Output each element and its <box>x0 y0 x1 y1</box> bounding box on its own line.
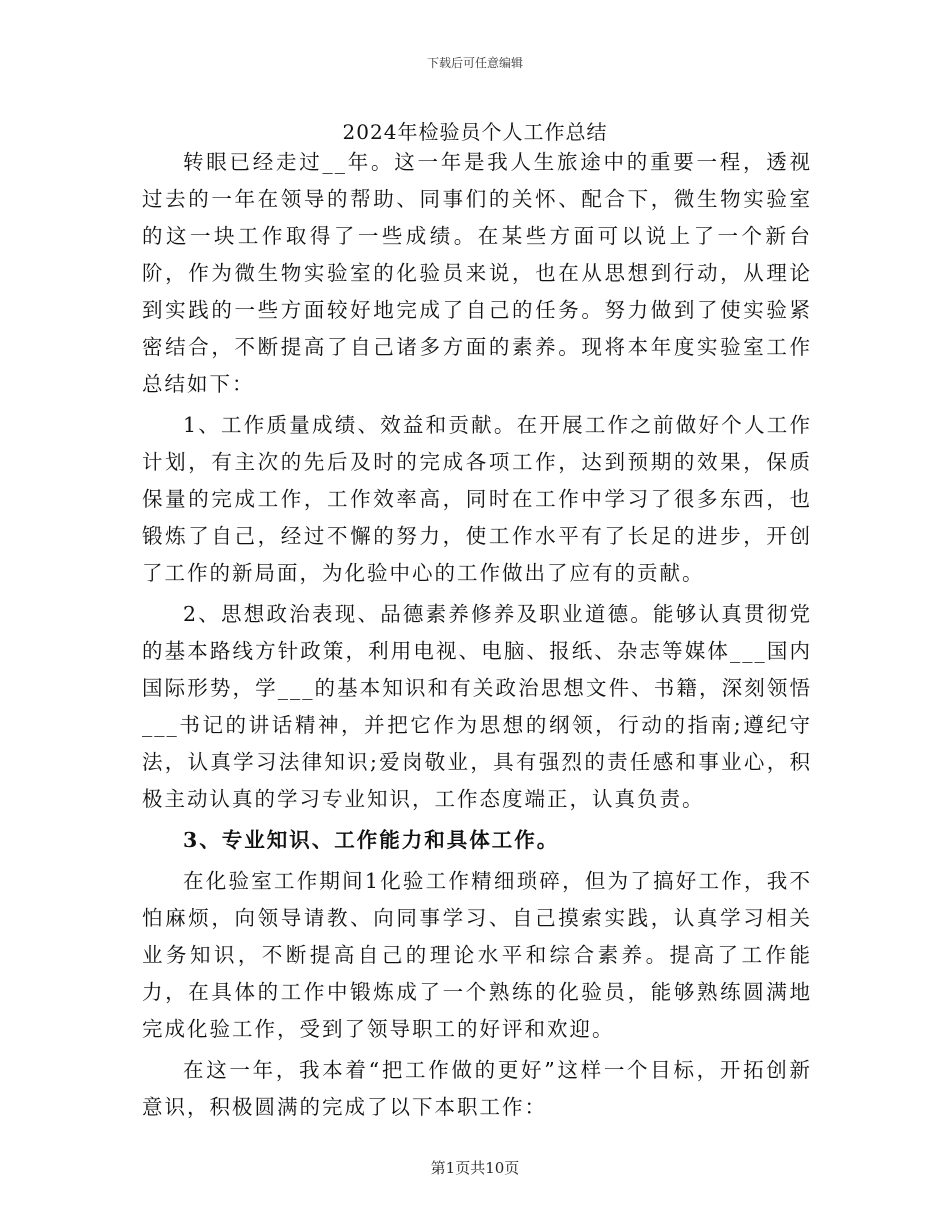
paragraph-political-performance: 2、思想政治表现、品德素养修养及职业道德。能够认真贯彻党的基本路线方针政策，利用电视、电脑、报纸、杂志等媒体___国内国际形势，学___的基本知识和有关政治思想文件、书籍，深刻领悟___书记的讲话精神，并把它作为思想的纲领，行动的指南;遵纪守法，认真学习法律知识;爱岗敬业，具有强烈的责任感和事业心，积极主动认真的学习专业知识，工作态度端正，认真负责。 <box>142 602 812 811</box>
paragraph-lab-work: 在化验室工作期间1化验工作精细琐碎，但为了搞好工作，我不怕麻烦，向领导请教、向同事学习、自己摸索实践，认真学习相关业务知识，不断提高自己的理论水平和综合素养。提高了工作能力，在具体的工作中锻炼成了一个熟练的化验员，能够熟练圆满地完成化验工作，受到了领导职工的好评和欢迎。 <box>142 869 812 1041</box>
section-heading-professional: 3、专业知识、工作能力和具体工作。 <box>183 828 560 852</box>
paragraph-work-quality: 1、工作质量成绩、效益和贡献。在开展工作之前做好个人工作计划，有主次的先后及时的完成各项工作，达到预期的效果，保质保量的完成工作，工作效率高，同时在工作中学习了很多东西，也锻炼了自己，经过不懈的努力，使工作水平有了长足的进步，开创了工作的新局面，为化验中心的工作做出了应有的贡献。 <box>142 413 812 585</box>
page-footer: 第1页共10页 <box>430 1159 520 1177</box>
document-body <box>142 144 812 1126</box>
document-title: 2024年检验员个人工作总结 <box>342 120 608 144</box>
paragraph-intro: 转眼已经走过__年。这一年是我人生旅途中的重要一程，透视过去的一年在领导的帮助、同事们的关怀、配合下，微生物实验室的这一块工作取得了一些成绩。在某些方面可以说上了一个新台阶，作为微生物实验室的化验员来说，也在从思想到行动，从理论到实践的一些方面较好地完成了自己的任务。努力做到了使实验紧密结合，不断提高了自己诸多方面的素养。现将本年度实验室工作总结如下： <box>142 150 812 396</box>
header-note: 下载后可任意编辑 <box>426 56 523 70</box>
paragraph-this-year: 在这一年，我本着“把工作做的更好”这样一个目标，开拓创新意识，积极圆满的完成了以下本职工作： <box>142 1058 812 1119</box>
